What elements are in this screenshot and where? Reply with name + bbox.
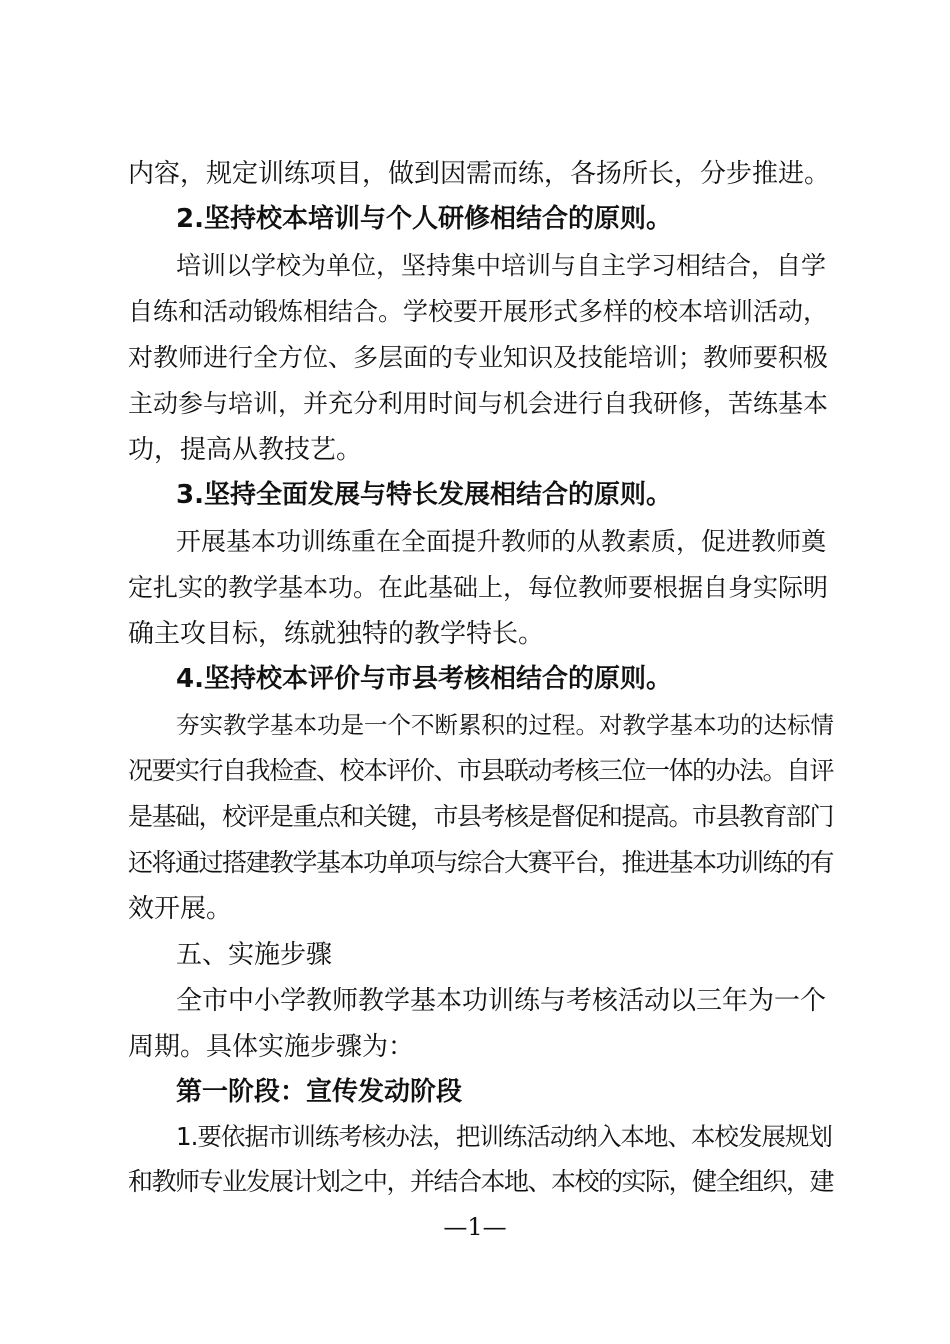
paragraph-line: 全市中小学教师教学基本功训练与考核活动以三年为一个 — [176, 986, 827, 1016]
paragraph-line: 夯实教学基本功是一个不断累积的过程。对教学基本功的达标情 — [176, 711, 834, 739]
paragraph-line: 周期。具体实施步骤为： — [128, 1032, 415, 1062]
paragraph-line: 是基础，校评是重点和关键，市县考核是督促和提高。市县教育部门 — [128, 802, 834, 831]
paragraph-line: 和教师专业发展计划之中，并结合本地、本校的实际，健全组织，建 — [128, 1167, 834, 1196]
paragraph-line: 自练和活动锻炼相结合。学校要开展形式多样的校本培训活动， — [128, 297, 829, 326]
paragraph-line: 确主攻目标，练就独特的教学特长。 — [128, 619, 545, 649]
section-heading-4: 4.坚持校本评价与市县考核相结合的原则。 — [176, 664, 672, 694]
section-heading-3: 3.坚持全面发展与特长发展相结合的原则。 — [176, 480, 672, 510]
paragraph-line: 况要实行自我检查、校本评价、市县联动考核三位一体的办法。自评 — [128, 756, 834, 785]
paragraph-line: 开展基本功训练重在全面提升教师的从教素质，促进教师奠 — [176, 527, 827, 556]
paragraph-line: 功，提高从教技艺。 — [128, 435, 363, 465]
stage-heading: 第一阶段：宣传发动阶段 — [176, 1077, 463, 1107]
paragraph-line: 培训以学校为单位，坚持集中培训与自主学习相结合，自学 — [176, 251, 827, 280]
paragraph-line: 主动参与培训，并充分利用时间与机会进行自我研修，苦练基本 — [128, 389, 829, 418]
paragraph-line: 效开展。 — [128, 894, 233, 924]
page-number: —1— — [443, 1213, 507, 1241]
paragraph-line: 内容，规定训练项目，做到因需而练，各扬所长，分步推进。 — [128, 159, 831, 189]
paragraph-line: 对教师进行全方位、多层面的专业知识及技能培训；教师要积极 — [128, 343, 829, 372]
section-heading-2: 2.坚持校本培训与个人研修相结合的原则。 — [176, 204, 672, 234]
paragraph-line: 还将通过搭建教学基本功单项与综合大赛平台，推进基本功训练的有 — [128, 848, 834, 877]
paragraph-line: 定扎实的教学基本功。在此基础上，每位教师要根据自身实际明 — [128, 573, 829, 602]
section-heading-5: 五、实施步骤 — [176, 940, 333, 970]
paragraph-line: 1.要依据市训练考核办法，把训练活动纳入本地、本校发展规划 — [176, 1122, 832, 1151]
